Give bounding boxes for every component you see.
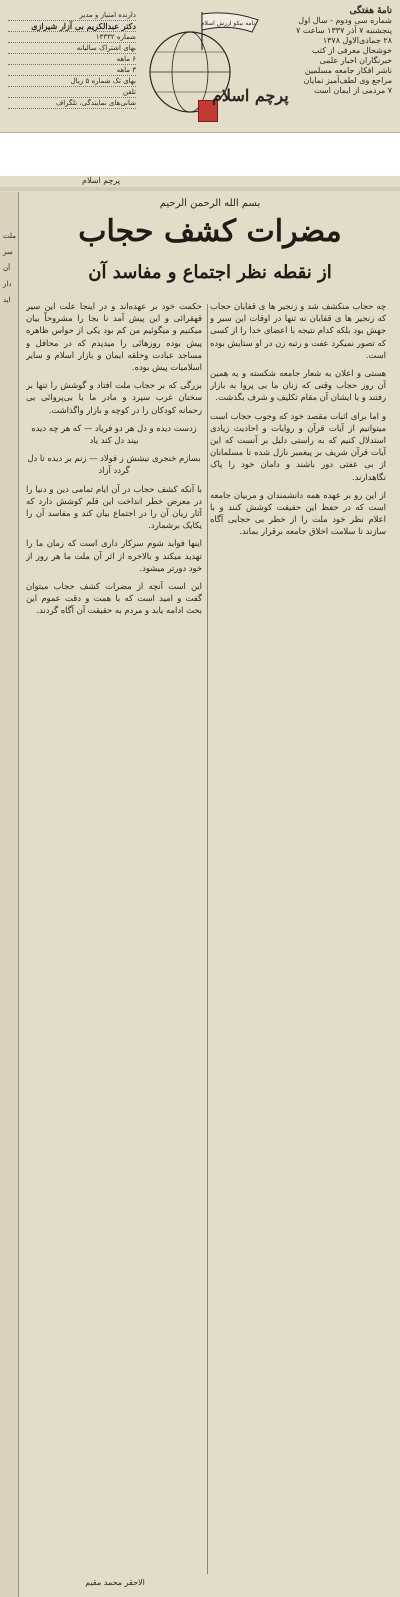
paragraph: حکمت خود بر عهده‌اند و در اینجا علت این سیر قهقرائی و این پیش آمد نا بجا را مشروحاً بیان میکنیم و میگوئیم من کم بود یکی از حواس ظاهره پیش بوده روزهائی را میدیدم که در محافل و مساجد عبادت وحلقه ایمان و بازار اسلام و سایر اسلامیات پیش بوده. <box>26 301 202 373</box>
masthead-line: خوشحال معرفی از کتب <box>311 46 392 55</box>
article-subtitle: از نقطه نظر اجتماع و مفاسد آن <box>88 262 332 283</box>
masthead-line: بهای اشتراک سالیانه <box>8 43 136 54</box>
masthead-subscription-block <box>8 10 136 109</box>
masthead-line: نامهٔ هفتگی <box>349 6 392 16</box>
masthead-line: دارنده امتیاز و مدیر <box>8 10 136 21</box>
article-column-left <box>26 300 202 1580</box>
paragraph: هستی و اعلان به شعار جامعه شکسته و به همین آن روز حجاب وقتی که زنان ما بی پروا به بازار رفتند و با ایشان آن مقام تکلیف و شرف بگذشت. <box>210 368 386 403</box>
masthead-line: شماره ۱۳۳۳۲ <box>8 32 136 43</box>
paragraph: اینها فواید شوم سرکار داری است که زمان ما را تهدید میکند و بالاخره از اثر آن ملت ما هر روز از خود دورتر میشود. <box>26 538 202 573</box>
emblem-caption: نامه نیکو ارزش اسلام <box>200 20 256 27</box>
poem-line: بسازم خنجری نیشش ز فولاد — زنم بر دیده تا دل گردد آزاد <box>27 453 201 476</box>
masthead-line: ۷ مردمی از ایمان است <box>314 86 392 95</box>
strip-word: اید <box>3 296 11 304</box>
column-divider <box>207 304 208 1574</box>
masthead <box>0 0 400 133</box>
page-fold <box>0 187 400 191</box>
strip-word: ملت <box>3 232 16 240</box>
author-signature: الاحقر محمد مقیم <box>85 1578 145 1587</box>
masthead-line: پنجشنبه ۷ آذر ۱۳۳۷ ساعت ۷ <box>296 26 392 35</box>
masthead-logo: پرچم اسلام <box>212 86 289 105</box>
poem-line: زدست دیده و دل هر دو فریاد — که هر چه دیده بیند دل کند یاد <box>31 422 197 446</box>
masthead-line: دکتر عبدالکریم بی آزار شیرازی <box>8 21 136 32</box>
masthead-line: مراجع وی لطف‌آمیز نمایان <box>303 76 392 85</box>
strip-word: آن <box>3 264 11 272</box>
masthead-line: ۳ ماهه <box>8 65 136 76</box>
masthead-line: ۶ ماهه <box>8 54 136 65</box>
paragraph: و اما برای اثبات مقصد خود که وجوب حجاب است میتوانیم از آیات قرآن و روایات و احادیث زیادی استدلال کنیم که به راستی دلیل بر آنست که این آیات قرآن شریف بر پیغمبر نازل شده تا مسلمانان از بی عفتی دور باشند و دامان خود را پاک نگاهدارند. <box>210 410 386 482</box>
article-column-right <box>210 300 386 1580</box>
masthead-info-block <box>274 6 392 96</box>
paragraph: این است آنچه از مضرات کشف حجاب میتوان گفت و امید است که با همت و دقت عموم این بحث ادامه یابد و مردم به حقیقت آن آگاه گردند. <box>26 581 202 616</box>
bismillah: بسم الله الرحمن الرحیم <box>159 198 261 209</box>
article-header-label: پرچم اسلام <box>82 176 121 185</box>
paragraph: بزرگی که بر حجاب ملت افتاد و گوشش را تنها بر سخنان غرب سپرد و مادر ما با بی‌پروائی بی رحمانه کودکان را در کوچه و بازار واگذاشت. <box>26 380 202 415</box>
paragraph: از این رو بر عهده همه دانشمندان و مربیان جامعه است که در حفظ این حقیقت کوشش کنند و با اعلام نظر خود ملت را از خطر بی حجابی آگاه سازند تا سلامت اخلاق جامعه برقرار بماند. <box>210 489 386 537</box>
masthead-line: ۲۸ جمادی‌الاول ۱۳۷۸ <box>322 36 392 45</box>
masthead-line: شماره سی ودوم - سال اول <box>298 16 392 25</box>
masthead-line: بهای تک شماره ۵ ریال <box>8 76 136 87</box>
masthead-line: تلفن <box>8 87 136 98</box>
masthead-line: شانی‌های نمایندگی، تلگراف <box>8 98 136 109</box>
strip-word: دار <box>3 280 12 288</box>
strip-word: سر <box>3 248 13 256</box>
paragraph: با آنکه کشف حجاب در آن ایام تمامی دین و دنیا را در معرض خطر انداخت این قلم کوشش دارد که آثار زیان آن را در اجتماع بیان کند و مفاسد آن را یکایک برشمارد. <box>26 483 202 531</box>
adjacent-column-strip <box>0 192 19 1597</box>
masthead-line: ناشر افکار جامعه مسلمین <box>304 66 392 75</box>
masthead-line: خبرنگاران اخبار علمی <box>319 56 392 65</box>
article-title: مضرات کشف حجاب <box>78 214 342 249</box>
paragraph: چه حجاب منکشف شد و زنجیر ها ی قفایان حجاب که زنجیر ها ی قفایان نه تنها در اوقات این سیر و جهش بود بلکه کدام نتیجه با اعضای خدا را از کسی که تصور نمیکرد عفت و رتبه زن در او ستایش بوده است. <box>210 301 386 360</box>
